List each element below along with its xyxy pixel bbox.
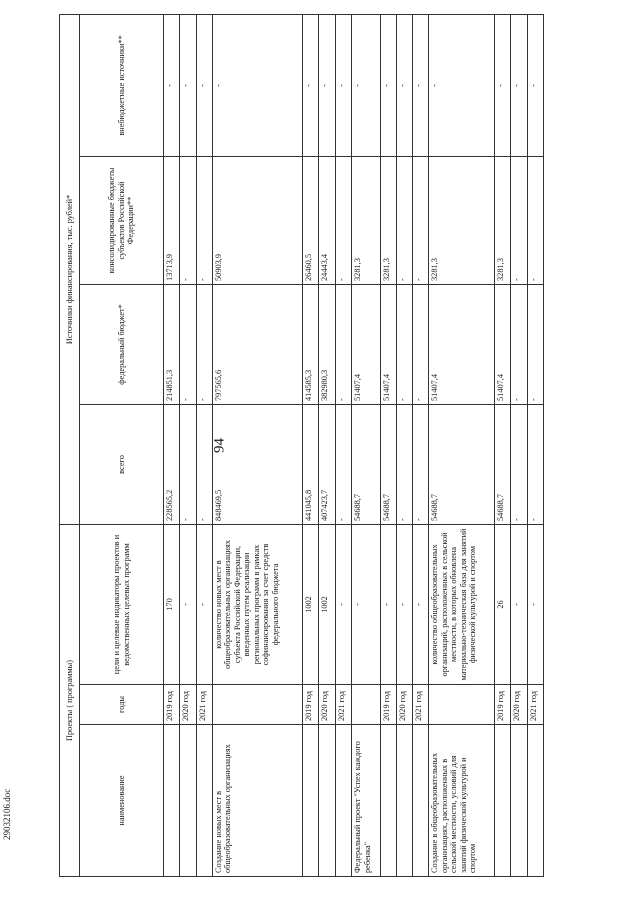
cell-extra: - — [335, 14, 351, 156]
cell-federal: 51407,4 — [495, 284, 511, 404]
cell-regional: 3281,3 — [351, 156, 380, 284]
cell-extra: - — [351, 14, 380, 156]
cell-extra: - — [196, 14, 212, 156]
header-federal: федеральный бюджет* — [80, 284, 164, 404]
cell-regional: 24443,4 — [319, 156, 335, 284]
cell-total: 54688,7 — [351, 404, 380, 524]
cell-goal: - — [413, 524, 429, 684]
cell-name — [319, 725, 335, 877]
cell-total: - — [527, 404, 543, 524]
cell-year: 2019 год — [495, 685, 511, 725]
cell-regional: - — [335, 156, 351, 284]
cell-federal: 382980,3 — [319, 284, 335, 404]
funding-table-container — [59, 15, 544, 877]
cell-goal: - — [196, 524, 212, 684]
cell-total: - — [335, 404, 351, 524]
cell-regional: 26460,5 — [303, 156, 319, 284]
cell-federal: - — [180, 284, 196, 404]
cell-name — [380, 725, 396, 877]
table-row — [380, 14, 396, 876]
cell-extra: - — [380, 14, 396, 156]
table-row — [335, 14, 351, 876]
cell-total: 228565,2 — [164, 404, 180, 524]
cell-federal: - — [335, 284, 351, 404]
header-years: годы — [80, 685, 164, 725]
header-goals: цели и целевые индикаторы проектов и ведомственных целевых программ — [80, 524, 164, 684]
cell-total: 54688,7 — [380, 404, 396, 524]
table-row — [495, 14, 511, 876]
table-row — [511, 14, 527, 876]
cell-name — [303, 725, 319, 877]
cell-federal: - — [527, 284, 543, 404]
cell-federal: - — [511, 284, 527, 404]
cell-name: Создание в общеобразовательных организациях, расположенных в сельской местности, условий для занятий физической культурой и спортом — [429, 725, 495, 877]
cell-year: 2019 год — [380, 685, 396, 725]
cell-regional: - — [511, 156, 527, 284]
cell-extra: - — [303, 14, 319, 156]
cell-year: 2019 год — [164, 685, 180, 725]
funding-table — [59, 14, 544, 877]
cell-regional: 3281,3 — [429, 156, 495, 284]
cell-name — [413, 725, 429, 877]
cell-name — [335, 725, 351, 877]
cell-year: 2021 год — [196, 685, 212, 725]
table-row — [180, 14, 196, 876]
header-extra: внебюджетные источники** — [80, 14, 164, 156]
cell-regional: 3281,3 — [495, 156, 511, 284]
cell-extra: - — [212, 14, 302, 156]
cell-total: - — [180, 404, 196, 524]
cell-name — [527, 725, 543, 877]
cell-year: 2020 год — [511, 685, 527, 725]
cell-federal: - — [196, 284, 212, 404]
cell-federal: 51407,4 — [351, 284, 380, 404]
cell-name: Создание новых мест в общеобразовательных организациях — [212, 725, 302, 877]
cell-goal: - — [351, 524, 380, 684]
cell-year: 2021 год — [413, 685, 429, 725]
table-row — [164, 14, 180, 876]
cell-regional: 50903,9 — [212, 156, 302, 284]
cell-year: 2021 год — [335, 685, 351, 725]
cell-extra: - — [319, 14, 335, 156]
cell-regional: - — [196, 156, 212, 284]
cell-goal: - — [335, 524, 351, 684]
table-row — [196, 14, 212, 876]
cell-year — [351, 685, 380, 725]
cell-total: 407423,7 — [319, 404, 335, 524]
table-row — [303, 14, 319, 876]
cell-goal: - — [396, 524, 412, 684]
cell-total: - — [196, 404, 212, 524]
cell-total: 441045,8 — [303, 404, 319, 524]
cell-goal: 170 — [164, 524, 180, 684]
cell-total: 54688,7 — [495, 404, 511, 524]
cell-goal: 1002 — [303, 524, 319, 684]
cell-federal: 51407,4 — [429, 284, 495, 404]
cell-extra: - — [164, 14, 180, 156]
cell-goal: - — [527, 524, 543, 684]
cell-extra: - — [495, 14, 511, 156]
cell-year: 2020 год — [396, 685, 412, 725]
cell-total: - — [396, 404, 412, 524]
cell-name — [164, 725, 180, 877]
header-group-projects: Проекты ( программы) — [60, 524, 80, 876]
cell-regional: - — [413, 156, 429, 284]
cell-total: - — [413, 404, 429, 524]
table-row — [212, 14, 302, 876]
cell-extra: - — [511, 14, 527, 156]
cell-extra: - — [527, 14, 543, 156]
cell-regional: 3281,3 — [380, 156, 396, 284]
cell-name — [511, 725, 527, 877]
cell-extra: - — [180, 14, 196, 156]
cell-federal: 214851,3 — [164, 284, 180, 404]
cell-goal: 26 — [495, 524, 511, 684]
header-total: всего — [80, 404, 164, 524]
cell-federal: 797565,6 — [212, 284, 302, 404]
cell-goal: - — [380, 524, 396, 684]
header-group-funding: Источники финансирования, тыс. рублей* — [60, 14, 80, 524]
table-row — [351, 14, 380, 876]
cell-federal: 51407,4 — [380, 284, 396, 404]
cell-regional: - — [180, 156, 196, 284]
cell-year: 2021 год — [527, 685, 543, 725]
table-row — [396, 14, 412, 876]
cell-federal: - — [396, 284, 412, 404]
cell-total: - — [511, 404, 527, 524]
cell-name — [396, 725, 412, 877]
table-row — [413, 14, 429, 876]
cell-goal: - — [180, 524, 196, 684]
cell-name: Федеральный проект "Успех каждого ребенка" — [351, 725, 380, 877]
cell-year: 2020 год — [180, 685, 196, 725]
file-name: 29032106.doc — [2, 788, 12, 840]
cell-regional: 13713,9 — [164, 156, 180, 284]
header-regional: консолидированные бюджеты субъектов Российской Федерации** — [80, 156, 164, 284]
table-row — [429, 14, 495, 876]
cell-year — [429, 685, 495, 725]
cell-name — [196, 725, 212, 877]
cell-regional: - — [396, 156, 412, 284]
cell-goal: 1002 — [319, 524, 335, 684]
table-row — [527, 14, 543, 876]
table-row — [319, 14, 335, 876]
cell-total: 848469,5 — [212, 404, 302, 524]
cell-regional: - — [527, 156, 543, 284]
cell-total: 54688,7 — [429, 404, 495, 524]
cell-year: 2020 год — [319, 685, 335, 725]
cell-goal: - — [511, 524, 527, 684]
page-number: 94 — [211, 438, 228, 453]
cell-federal: - — [413, 284, 429, 404]
cell-extra: - — [396, 14, 412, 156]
header-name: наименование — [80, 725, 164, 877]
cell-year — [212, 685, 302, 725]
cell-extra: - — [429, 14, 495, 156]
cell-year: 2019 год — [303, 685, 319, 725]
cell-goal: количество новых мест в общеобразовательных организациях субъекта Российской Федерации, введенных путем реализации региональных программ в рамках софинансирования за счет средств федерального бюджета — [212, 524, 302, 684]
cell-name — [495, 725, 511, 877]
table-body — [164, 14, 544, 876]
cell-goal: количество общеобразовательных организаций, расположенных в сельской местности, в которых обновлена материально-техническая база для занятий физической культурой и спортом — [429, 524, 495, 684]
cell-federal: 414585,3 — [303, 284, 319, 404]
cell-extra: - — [413, 14, 429, 156]
cell-name — [180, 725, 196, 877]
